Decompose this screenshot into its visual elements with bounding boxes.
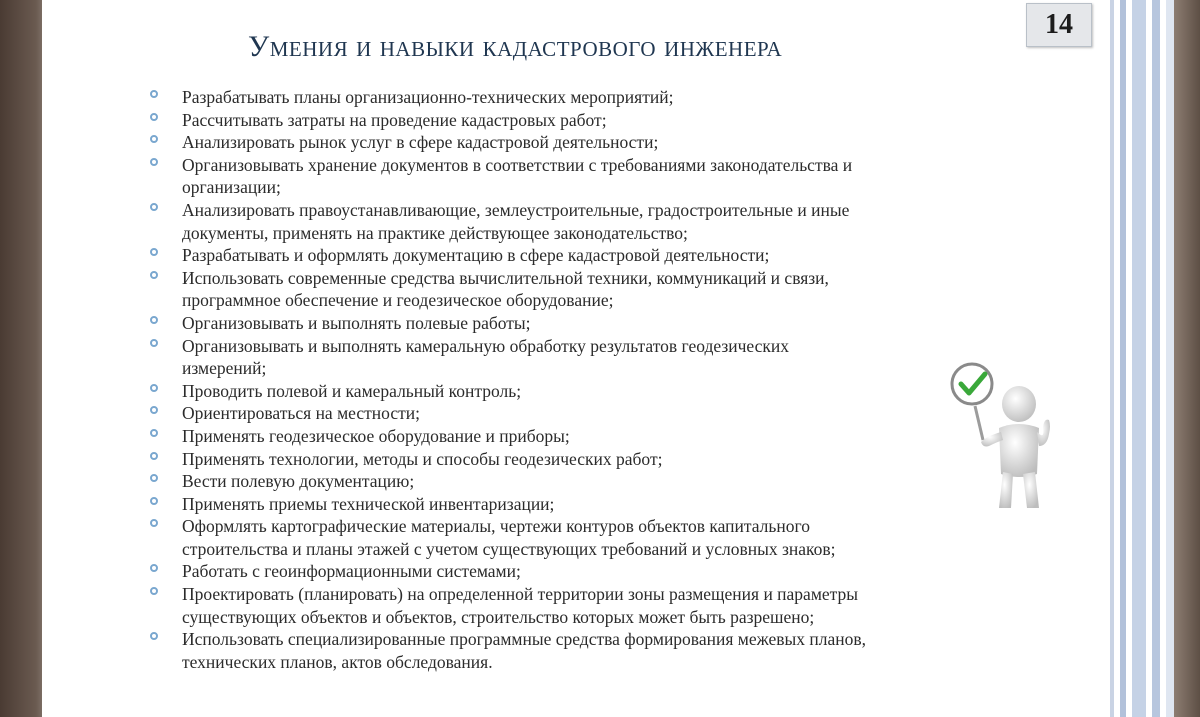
list-item-text-line: Применять технологии, методы и способы геодезических работ;	[182, 448, 663, 469]
list-item	[150, 560, 1020, 583]
background-right-edge	[1174, 0, 1200, 717]
list-item-text-line: Разрабатывать планы организационно-технических мероприятий;	[182, 87, 674, 107]
bullet-circle-icon	[150, 248, 158, 256]
list-item-text-line: измерений;	[182, 358, 267, 379]
list-item-text-line: Анализировать рынок услуг в сфере кадастровой деятельности;	[182, 132, 659, 153]
bullet-circle-icon	[150, 203, 158, 211]
list-item	[150, 335, 1020, 380]
list-item-text-line: Разрабатывать и оформлять документацию в сфере кадастровой деятельности;	[182, 245, 770, 266]
page-number: 14	[1026, 3, 1092, 47]
list-item-text-line: Применять геодезическое оборудование и приборы;	[182, 425, 570, 446]
decorative-stripes	[1094, 0, 1174, 717]
list-item-text-line: Проектировать (планировать) на определенной территории зоны размещения и параметры	[182, 584, 859, 605]
list-item-text-line: Вести полевую документацию;	[182, 471, 415, 492]
list-item	[150, 131, 1020, 154]
stripe	[1110, 0, 1114, 717]
list-item-text-line: Применять приемы технической инвентаризации;	[182, 493, 555, 514]
bullet-circle-icon	[150, 271, 158, 279]
list-item	[150, 493, 1020, 516]
list-item	[150, 425, 1020, 448]
list-item	[150, 402, 1020, 425]
list-item-text-line: Оформлять картографические материалы, чертежи контуров объектов капитального	[182, 516, 810, 537]
bullet-circle-icon	[150, 384, 158, 392]
stripe	[1152, 0, 1160, 717]
list-item-text-line: документы, применять на практике действующее законодательство;	[182, 222, 688, 243]
bullet-circle-icon	[150, 406, 158, 414]
list-item-text-line: Организовывать и выполнять полевые работы;	[182, 312, 531, 333]
list-item	[150, 583, 1020, 628]
list-item	[150, 267, 1020, 312]
list-item-text-line: Рассчитывать затраты на проведение кадастровых работ;	[182, 109, 607, 130]
bullet-circle-icon	[150, 497, 158, 505]
bullet-circle-icon	[150, 113, 158, 121]
bullet-circle-icon	[150, 632, 158, 640]
list-item-text-line: Организовывать и выполнять камеральную обработку результатов геодезических	[182, 335, 790, 356]
bullet-circle-icon	[150, 429, 158, 437]
list-item-text-line: существующих объектов и объектов, строительство которых может быть разрешено;	[182, 606, 815, 627]
presentation-slide	[42, 0, 1174, 717]
list-item-text-line: организации;	[182, 177, 281, 198]
bullet-circle-icon	[150, 519, 158, 527]
stripe	[1132, 0, 1146, 717]
list-item-text-line: строительства и планы этажей с учетом существующих требований и условных знаков;	[182, 538, 836, 559]
slide-title: Умения и навыки кадастрового инженера	[248, 30, 783, 63]
stripe	[1166, 0, 1174, 717]
list-item	[150, 515, 1020, 560]
bullet-circle-icon	[150, 564, 158, 572]
list-item-text-line: технических планов, актов обследования.	[182, 651, 493, 672]
list-item	[150, 312, 1020, 335]
bullet-circle-icon	[150, 90, 158, 98]
list-item-text-line: Проводить полевой и камеральный контроль;	[182, 380, 522, 401]
bullet-circle-icon	[150, 587, 158, 595]
bullet-circle-icon	[150, 135, 158, 143]
stripe	[1120, 0, 1126, 717]
skills-list	[150, 86, 1020, 673]
list-item	[150, 380, 1020, 403]
bullet-circle-icon	[150, 339, 158, 347]
list-item	[150, 86, 1020, 109]
person-holding-checkmark-sign-icon	[947, 362, 1057, 512]
list-item	[150, 448, 1020, 471]
list-item-text-line: программное обеспечение и геодезическое оборудование;	[182, 290, 614, 311]
bullet-circle-icon	[150, 474, 158, 482]
list-item	[150, 628, 1020, 673]
list-item-text-line: Использовать современные средства вычислительной техники, коммуникаций и связи,	[182, 267, 829, 288]
list-item-text-line: Работать с геоинформационными системами;	[182, 561, 521, 582]
list-item	[150, 109, 1020, 132]
list-item-text-line: Организовывать хранение документов в соответствии с требованиями законодательства и	[182, 154, 853, 175]
list-item	[150, 244, 1020, 267]
list-item	[150, 154, 1020, 199]
bullet-circle-icon	[150, 316, 158, 324]
list-item	[150, 199, 1020, 244]
bullet-circle-icon	[150, 452, 158, 460]
list-item-text-line: Анализировать правоустанавливающие, землеустроительные, градостроительные и иные	[182, 199, 850, 220]
list-item-text-line: Ориентироваться на местности;	[182, 403, 420, 424]
list-item-text-line: Использовать специализированные программные средства формирования межевых планов,	[182, 629, 866, 650]
list-item	[150, 470, 1020, 493]
bullet-circle-icon	[150, 158, 158, 166]
